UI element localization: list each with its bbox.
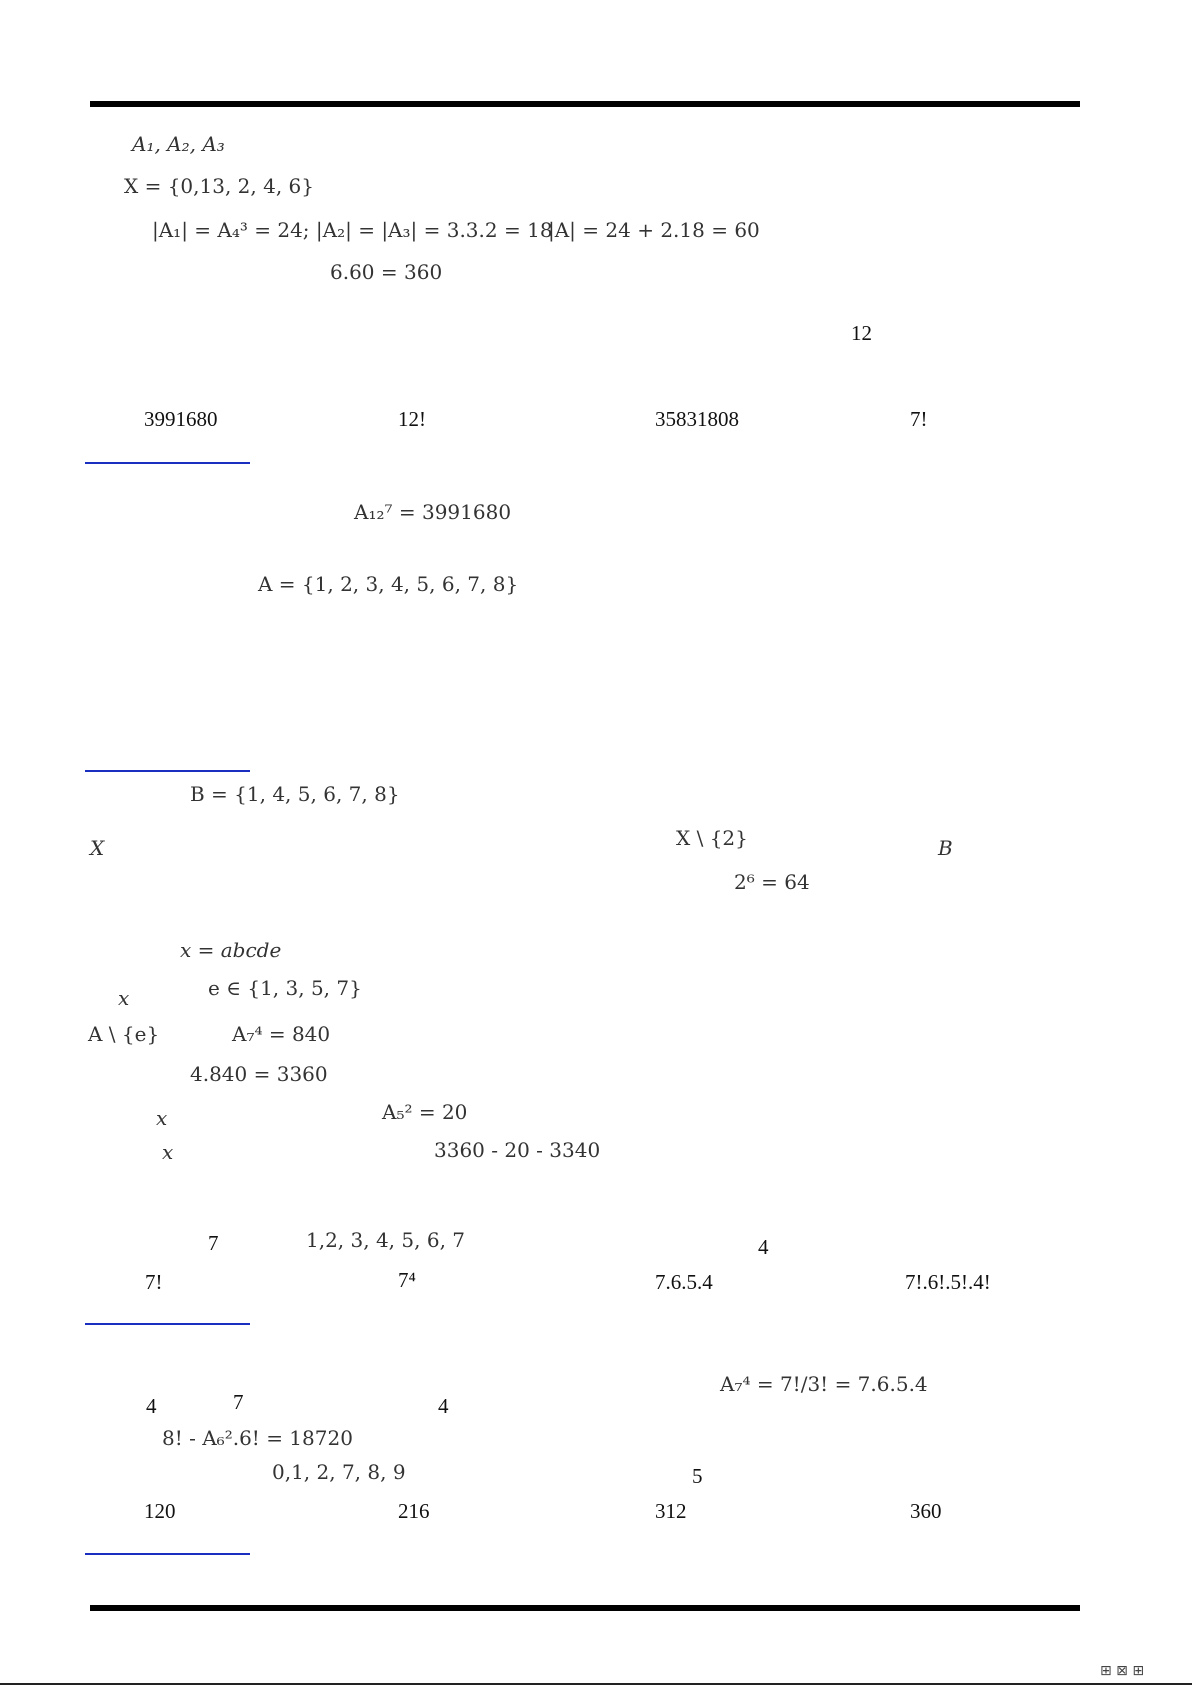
formula-line: 4.840 = 3360 bbox=[190, 1062, 328, 1086]
formula-line: A₅² = 20 bbox=[382, 1100, 468, 1124]
footer-rule bbox=[90, 1605, 1080, 1611]
header-rule bbox=[90, 101, 1080, 107]
answer-link-line[interactable] bbox=[85, 1323, 250, 1325]
formula-line: |A| = 24 + 2.18 = 60 bbox=[548, 218, 760, 242]
number-text: 4 bbox=[438, 1394, 449, 1418]
option-value: 312 bbox=[655, 1499, 687, 1523]
formula-line: A \ {e} bbox=[88, 1022, 160, 1046]
formula-line: A₁₂⁷ = 3991680 bbox=[354, 500, 512, 524]
formula-line: 8! - A₆².6! = 18720 bbox=[162, 1426, 353, 1450]
formula-line: x = abcde bbox=[180, 938, 282, 962]
option-value: 7⁴ bbox=[398, 1268, 416, 1292]
formula-line: X = {0,13, 2, 4, 6} bbox=[124, 174, 315, 198]
symbol-text: X bbox=[90, 836, 105, 860]
answer-link-line[interactable] bbox=[85, 1553, 250, 1555]
formula-line: X \ {2} bbox=[676, 826, 748, 850]
formula-line: e ∈ {1, 3, 5, 7} bbox=[208, 976, 362, 1000]
formula-line: A₇⁴ = 7!/3! = 7.6.5.4 bbox=[720, 1372, 928, 1396]
number-text: 4 bbox=[758, 1235, 769, 1259]
formula-line: |A₁| = A₄³ = 24; |A₂| = |A₃| = 3.3.2 = 18 bbox=[152, 218, 553, 242]
option-value: 7! bbox=[145, 1270, 163, 1294]
formula-line: 1,2, 3, 4, 5, 6, 7 bbox=[306, 1228, 466, 1252]
answer-link-line[interactable] bbox=[85, 462, 250, 464]
option-value: 7.6.5.4 bbox=[655, 1270, 713, 1294]
number-text: 12 bbox=[851, 321, 872, 345]
formula-line: 6.60 = 360 bbox=[330, 260, 443, 284]
answer-link-line[interactable] bbox=[85, 770, 250, 772]
symbol-text: x bbox=[162, 1140, 174, 1164]
option-value: 3991680 bbox=[144, 407, 218, 431]
symbol-text: x bbox=[118, 986, 130, 1010]
symbol-text: B bbox=[938, 836, 953, 860]
option-value: 7!.6!.5!.4! bbox=[905, 1270, 991, 1294]
number-text: 7 bbox=[208, 1231, 219, 1255]
formula-line: A₁, A₂, A₃ bbox=[132, 132, 225, 156]
option-value: 12! bbox=[398, 407, 426, 431]
watermark-icon: ⊞ ⊠ ⊞ bbox=[1100, 1663, 1145, 1679]
formula-line: B = {1, 4, 5, 6, 7, 8} bbox=[190, 782, 400, 806]
formula-line: A₇⁴ = 840 bbox=[232, 1022, 331, 1046]
formula-line: 3360 - 20 - 3340 bbox=[434, 1138, 601, 1162]
formula-line: 0,1, 2, 7, 8, 9 bbox=[272, 1460, 406, 1484]
option-value: 360 bbox=[910, 1499, 942, 1523]
option-value: 216 bbox=[398, 1499, 430, 1523]
formula-line: A = {1, 2, 3, 4, 5, 6, 7, 8} bbox=[258, 572, 519, 596]
number-text: 5 bbox=[692, 1464, 703, 1488]
symbol-text: x bbox=[156, 1106, 168, 1130]
option-value: 120 bbox=[144, 1499, 176, 1523]
option-value: 35831808 bbox=[655, 407, 739, 431]
number-text: 7 bbox=[233, 1390, 244, 1414]
formula-line: 2⁶ = 64 bbox=[734, 870, 810, 894]
option-value: 7! bbox=[910, 407, 928, 431]
number-text: 4 bbox=[146, 1394, 157, 1418]
